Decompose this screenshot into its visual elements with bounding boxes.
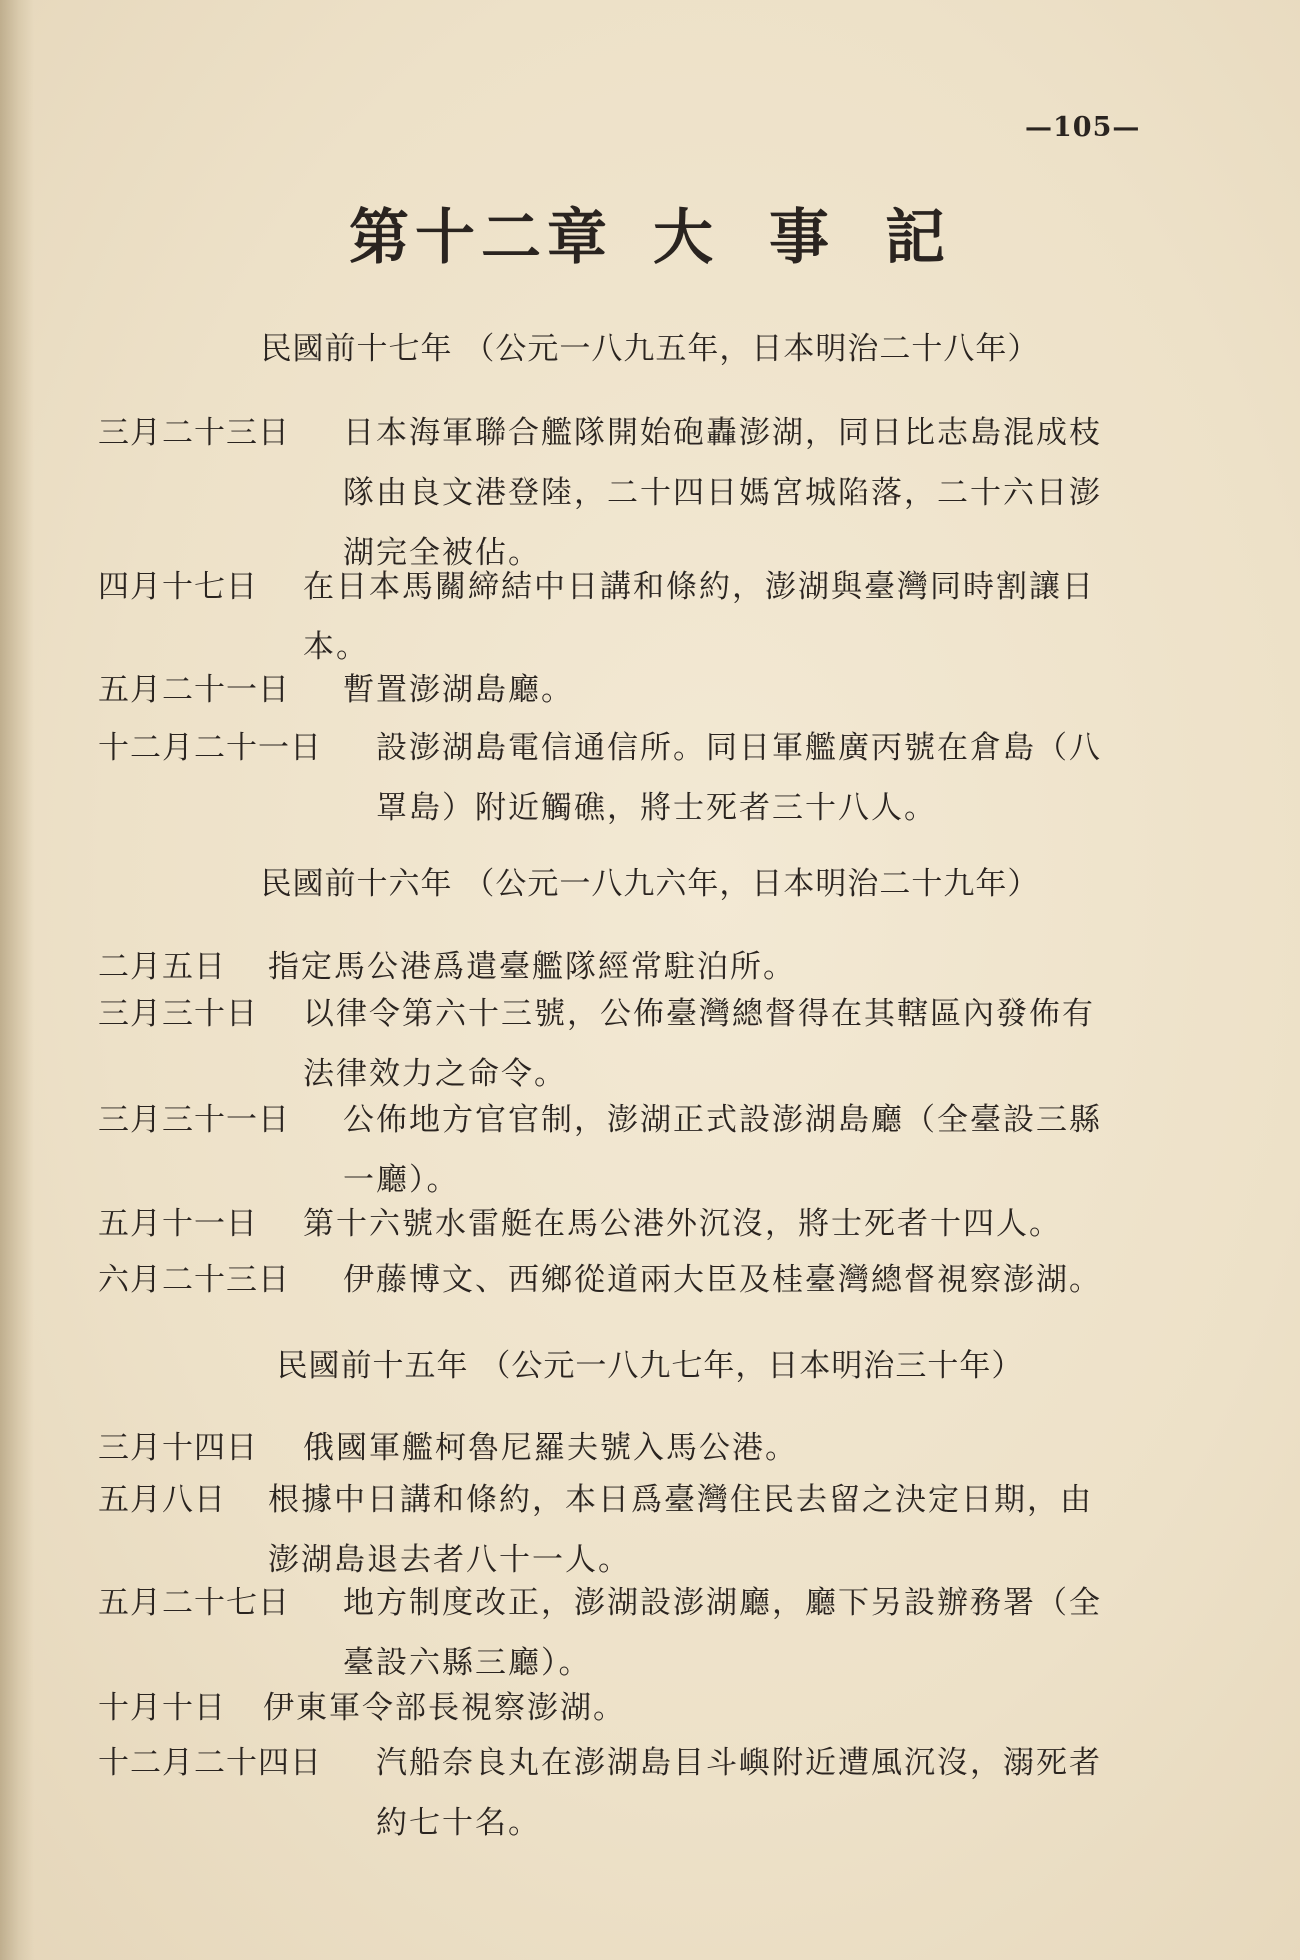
chapter-title — [0, 190, 1300, 276]
entry-text-line: 澎湖島退去者八十一人。 — [268, 1542, 631, 1578]
chronology-entry — [98, 718, 1148, 838]
entry-date: 五月二十七日 — [98, 1585, 290, 1621]
entry-text-line: 設澎湖島電信通信所。同日軍艦廣丙號在倉島（八 — [376, 730, 1102, 766]
entry-date: 三月三十日 — [98, 996, 258, 1032]
entry-date: 三月十四日 — [98, 1430, 258, 1466]
chronology-entry — [98, 660, 1148, 720]
chronology-entry — [98, 1733, 1148, 1853]
entry-text-line: 俄國軍艦柯魯尼羅夫號入馬公港。 — [303, 1430, 798, 1466]
year-heading: 民國前十五年 （公元一八九七年，日本明治三十年） — [276, 1348, 1024, 1384]
entry-text-line: 臺設六縣三廳）。 — [343, 1645, 592, 1681]
entry-text-line: 本。 — [303, 629, 369, 665]
entry-date: 五月八日 — [98, 1482, 226, 1518]
entry-text-line: 在日本馬關締結中日講和條約，澎湖與臺灣同時割讓日 — [303, 569, 1095, 605]
chronology-entry — [98, 984, 1148, 1104]
chronology-entry — [98, 1678, 1148, 1738]
entry-text-line: 根據中日講和條約，本日爲臺灣住民去留之決定日期，由 — [268, 1482, 1093, 1518]
entry-text-line: 伊藤博文、西鄉從道兩大臣及桂臺灣總督視察澎湖。 — [343, 1262, 1102, 1298]
entry-text-line: 公佈地方官官制，澎湖正式設澎湖島廳（全臺設三縣 — [343, 1102, 1102, 1138]
chronology-entry — [98, 1470, 1148, 1590]
chapter-title-char-3: 記 — [885, 203, 951, 273]
entry-text-line: 指定馬公港爲遣臺艦隊經常駐泊所。 — [268, 949, 796, 985]
chapter-number: 第十二章 — [349, 203, 613, 273]
entry-date: 五月二十一日 — [98, 672, 290, 708]
entry-text-line: 約七十名。 — [376, 1805, 541, 1841]
entry-date: 十二月二十一日 — [98, 730, 322, 766]
page-number: —105— — [1025, 112, 1141, 143]
entry-text-line: 伊東軍令部長視察澎湖。 — [263, 1690, 626, 1726]
entry-text-line: 汽船奈良丸在澎湖島目斗嶼附近遭風沉沒，溺死者 — [376, 1745, 1102, 1781]
entry-text-line: 暫置澎湖島廳。 — [343, 672, 574, 708]
entry-date: 五月十一日 — [98, 1206, 258, 1242]
entry-text-line: 隊由良文港登陸，二十四日媽宮城陷落，二十六日澎 — [343, 475, 1102, 511]
chapter-title-char-1: 大 — [653, 203, 719, 273]
entry-date: 三月二十三日 — [98, 415, 290, 451]
chapter-title-char-2: 事 — [769, 203, 835, 273]
entry-text-line: 湖完全被佔。 — [343, 535, 541, 571]
entry-text-line: 一廳）。 — [343, 1162, 460, 1198]
chronology-entry — [98, 1250, 1148, 1310]
chronology-entry — [98, 557, 1148, 677]
book-spine-shadow — [0, 0, 34, 1960]
chronology-entry — [98, 1194, 1148, 1254]
entry-date: 十月十日 — [98, 1690, 226, 1726]
entry-date: 二月五日 — [98, 949, 226, 985]
chronology-entry — [98, 1090, 1148, 1210]
entry-text-line: 法律效力之命令。 — [303, 1056, 567, 1092]
year-heading: 民國前十六年 （公元一八九六年，日本明治二十九年） — [260, 866, 1040, 902]
chronology-entry — [98, 1573, 1148, 1693]
year-heading: 民國前十七年 （公元一八九五年，日本明治二十八年） — [260, 331, 1040, 367]
entry-text-line: 地方制度改正，澎湖設澎湖廳，廳下另設辦務署（全 — [343, 1585, 1102, 1621]
entry-text-line: 第十六號水雷艇在馬公港外沉沒，將士死者十四人。 — [303, 1206, 1062, 1242]
chronology-entry — [98, 1418, 1148, 1478]
entry-text-line: 日本海軍聯合艦隊開始砲轟澎湖，同日比志島混成枝 — [343, 415, 1102, 451]
entry-text-line: 罩島）附近觸礁，將士死者三十八人。 — [376, 790, 937, 826]
chronology-entry — [98, 403, 1148, 583]
entry-date: 四月十七日 — [98, 569, 258, 605]
entry-date: 六月二十三日 — [98, 1262, 290, 1298]
entry-date: 十二月二十四日 — [98, 1745, 322, 1781]
entry-text-line: 以律令第六十三號，公佈臺灣總督得在其轄區內發佈有 — [303, 996, 1095, 1032]
entry-date: 三月三十一日 — [98, 1102, 290, 1138]
